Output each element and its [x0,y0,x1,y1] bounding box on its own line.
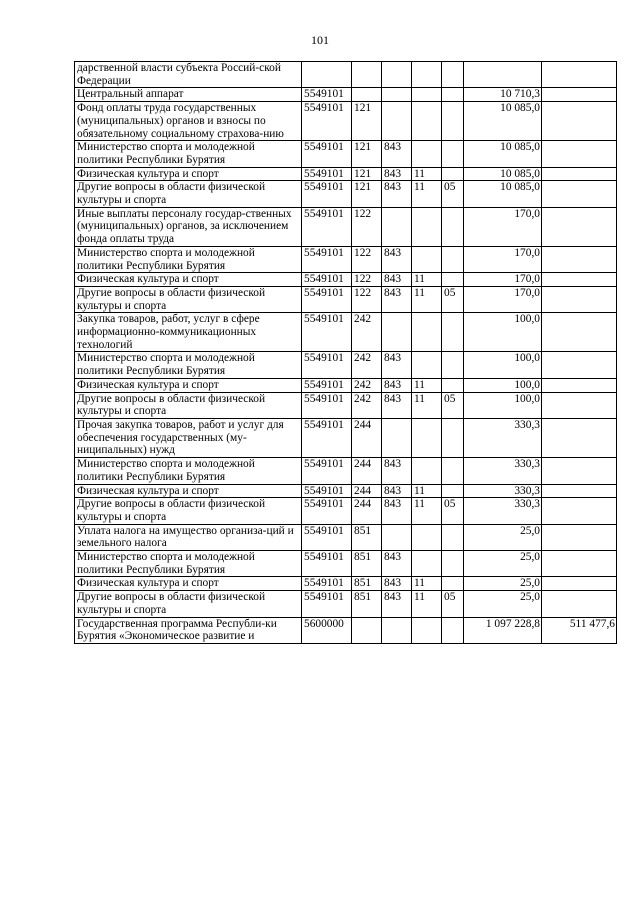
cell-target-article: 5600000 [302,617,352,643]
cell-section: 11 [412,286,442,312]
cell-expense-type: 242 [352,378,382,392]
cell-department: 843 [382,498,412,524]
cell-subsection: 05 [442,498,464,524]
cell-amount-1: 10 710,3 [464,88,542,102]
cell-amount-1: 10 085,0 [464,141,542,167]
cell-amount-2 [542,352,617,378]
cell-section [412,88,442,102]
cell-name: Прочая закупка товаров, работ и услуг для обеспечения государственных (му-ниципальных) нужд [75,418,302,457]
cell-amount-2 [542,62,617,88]
cell-target-article: 5549101 [302,88,352,102]
table-row [75,102,617,141]
cell-amount-2 [542,141,617,167]
cell-section [412,141,442,167]
cell-subsection [442,62,464,88]
cell-amount-2 [542,418,617,457]
cell-amount-2 [542,577,617,591]
table-row [75,524,617,550]
cell-target-article: 5549101 [302,313,352,352]
table-row [75,313,617,352]
cell-expense-type: 244 [352,498,382,524]
cell-name: Иные выплаты персоналу государ-ственных (муниципальных) органов, за исключением фонда оплаты труда [75,207,302,246]
cell-subsection [442,524,464,550]
cell-amount-1 [464,62,542,88]
cell-department: 843 [382,577,412,591]
cell-expense-type: 242 [352,352,382,378]
cell-target-article: 5549101 [302,498,352,524]
cell-expense-type: 242 [352,313,382,352]
cell-section [412,551,442,577]
cell-amount-1: 25,0 [464,591,542,617]
cell-department: 843 [382,484,412,498]
cell-name: дарственной власти субъекта Россий-ской Федерации [75,62,302,88]
cell-section: 11 [412,484,442,498]
cell-subsection: 05 [442,286,464,312]
cell-name: Другие вопросы в области физической культуры и спорта [75,286,302,312]
cell-section: 11 [412,498,442,524]
cell-name: Фонд оплаты труда государственных (муниципальных) органов и взносы по обязательному социальному страхова-нию [75,102,302,141]
cell-expense-type: 851 [352,551,382,577]
cell-department [382,62,412,88]
table-row [75,577,617,591]
table-row [75,617,617,643]
cell-amount-1: 25,0 [464,551,542,577]
cell-section [412,246,442,272]
cell-amount-2 [542,458,617,484]
budget-table-body [75,62,617,644]
cell-expense-type [352,62,382,88]
cell-department [382,207,412,246]
cell-amount-1: 170,0 [464,207,542,246]
cell-department: 843 [382,591,412,617]
cell-expense-type: 244 [352,484,382,498]
cell-target-article: 5549101 [302,577,352,591]
cell-name: Закупка товаров, работ, услуг в сфере информационно-коммуникационных технологий [75,313,302,352]
cell-department: 843 [382,273,412,287]
cell-section [412,352,442,378]
table-row [75,484,617,498]
cell-department [382,524,412,550]
cell-department: 843 [382,458,412,484]
cell-name: Другие вопросы в области физической культуры и спорта [75,591,302,617]
cell-amount-2 [542,551,617,577]
table-row [75,591,617,617]
cell-subsection [442,352,464,378]
cell-subsection [442,207,464,246]
cell-target-article: 5549101 [302,273,352,287]
cell-amount-1: 330,3 [464,498,542,524]
cell-amount-2 [542,591,617,617]
cell-expense-type: 851 [352,577,382,591]
table-row [75,286,617,312]
cell-expense-type: 851 [352,524,382,550]
cell-amount-1: 330,3 [464,484,542,498]
cell-section: 11 [412,273,442,287]
table-row [75,273,617,287]
cell-name: Физическая культура и спорт [75,273,302,287]
cell-department [382,418,412,457]
table-row [75,62,617,88]
cell-name: Другие вопросы в области физической культуры и спорта [75,181,302,207]
cell-subsection [442,141,464,167]
cell-target-article: 5549101 [302,167,352,181]
cell-subsection [442,313,464,352]
cell-department: 843 [382,352,412,378]
table-row [75,458,617,484]
cell-expense-type: 122 [352,207,382,246]
cell-amount-1: 100,0 [464,352,542,378]
cell-expense-type: 121 [352,102,382,141]
cell-section [412,418,442,457]
cell-name: Министерство спорта и молодежной политики Республики Бурятия [75,141,302,167]
cell-target-article: 5549101 [302,207,352,246]
cell-subsection [442,551,464,577]
cell-amount-2 [542,88,617,102]
cell-target-article: 5549101 [302,181,352,207]
cell-section: 11 [412,591,442,617]
cell-expense-type: 244 [352,418,382,457]
cell-amount-2 [542,181,617,207]
cell-amount-2 [542,392,617,418]
table-row [75,551,617,577]
cell-subsection [442,273,464,287]
cell-subsection: 05 [442,591,464,617]
cell-expense-type: 121 [352,167,382,181]
cell-amount-2 [542,246,617,272]
table-row [75,418,617,457]
cell-name: Другие вопросы в области физической культуры и спорта [75,392,302,418]
cell-name: Министерство спорта и молодежной политики Республики Бурятия [75,551,302,577]
cell-target-article: 5549101 [302,524,352,550]
cell-name: Центральный аппарат [75,88,302,102]
cell-section [412,102,442,141]
cell-subsection [442,577,464,591]
cell-expense-type [352,617,382,643]
cell-amount-1: 10 085,0 [464,181,542,207]
table-row [75,498,617,524]
cell-subsection: 05 [442,181,464,207]
cell-section [412,313,442,352]
cell-target-article: 5549101 [302,551,352,577]
table-row [75,181,617,207]
cell-target-article: 5549101 [302,102,352,141]
cell-department [382,313,412,352]
cell-section [412,524,442,550]
cell-amount-1: 25,0 [464,577,542,591]
cell-expense-type: 121 [352,141,382,167]
cell-subsection [442,102,464,141]
cell-amount-1: 10 085,0 [464,102,542,141]
cell-subsection [442,167,464,181]
cell-amount-2 [542,286,617,312]
cell-target-article: 5549101 [302,352,352,378]
cell-section: 11 [412,378,442,392]
cell-name: Физическая культура и спорт [75,378,302,392]
cell-amount-1: 170,0 [464,286,542,312]
cell-subsection [442,88,464,102]
cell-name: Уплата налога на имущество организа-ций и земельного налога [75,524,302,550]
cell-subsection [442,458,464,484]
cell-amount-2 [542,498,617,524]
table-row [75,141,617,167]
cell-amount-1: 100,0 [464,313,542,352]
cell-expense-type: 851 [352,591,382,617]
cell-target-article [302,62,352,88]
budget-table [74,61,617,644]
cell-amount-2 [542,273,617,287]
cell-section [412,617,442,643]
cell-amount-1: 1 097 228,8 [464,617,542,643]
table-row [75,167,617,181]
cell-amount-2 [542,524,617,550]
cell-section [412,62,442,88]
cell-department [382,102,412,141]
cell-target-article: 5549101 [302,378,352,392]
cell-department [382,617,412,643]
cell-expense-type: 122 [352,286,382,312]
cell-section: 11 [412,181,442,207]
cell-name: Министерство спорта и молодежной политики Республики Бурятия [75,352,302,378]
cell-name: Государственная программа Республи-ки Бурятия «Экономическое развитие и [75,617,302,643]
cell-name: Министерство спорта и молодежной политики Республики Бурятия [75,246,302,272]
table-row [75,207,617,246]
cell-amount-2 [542,313,617,352]
cell-department [382,88,412,102]
cell-department: 843 [382,246,412,272]
cell-subsection: 05 [442,392,464,418]
cell-amount-1: 170,0 [464,246,542,272]
cell-amount-1: 100,0 [464,392,542,418]
cell-amount-2 [542,167,617,181]
table-row [75,392,617,418]
cell-expense-type: 242 [352,392,382,418]
table-row [75,88,617,102]
table-row [75,378,617,392]
table-row [75,246,617,272]
cell-subsection [442,246,464,272]
cell-department: 843 [382,286,412,312]
cell-section: 11 [412,577,442,591]
cell-subsection [442,484,464,498]
cell-amount-1: 10 085,0 [464,167,542,181]
cell-amount-1: 25,0 [464,524,542,550]
cell-amount-1: 330,3 [464,458,542,484]
cell-target-article: 5549101 [302,484,352,498]
cell-amount-2 [542,207,617,246]
cell-section: 11 [412,167,442,181]
cell-department: 843 [382,392,412,418]
table-row [75,352,617,378]
cell-expense-type: 122 [352,273,382,287]
cell-target-article: 5549101 [302,246,352,272]
cell-department: 843 [382,141,412,167]
cell-target-article: 5549101 [302,141,352,167]
cell-name: Физическая культура и спорт [75,484,302,498]
page-number: 101 [311,33,329,47]
cell-amount-2 [542,102,617,141]
cell-target-article: 5549101 [302,418,352,457]
cell-subsection [442,378,464,392]
cell-amount-2 [542,484,617,498]
cell-expense-type: 122 [352,246,382,272]
cell-department: 843 [382,378,412,392]
cell-name: Министерство спорта и молодежной политики Республики Бурятия [75,458,302,484]
cell-section [412,458,442,484]
cell-target-article: 5549101 [302,286,352,312]
cell-expense-type: 244 [352,458,382,484]
cell-name: Физическая культура и спорт [75,577,302,591]
cell-department: 843 [382,551,412,577]
cell-target-article: 5549101 [302,591,352,617]
cell-expense-type: 121 [352,181,382,207]
cell-name: Другие вопросы в области физической культуры и спорта [75,498,302,524]
cell-target-article: 5549101 [302,392,352,418]
cell-expense-type [352,88,382,102]
cell-subsection [442,617,464,643]
cell-department: 843 [382,181,412,207]
cell-section: 11 [412,392,442,418]
cell-amount-1: 100,0 [464,378,542,392]
cell-subsection [442,418,464,457]
cell-amount-2: 511 477,6 [542,617,617,643]
cell-target-article: 5549101 [302,458,352,484]
cell-name: Физическая культура и спорт [75,167,302,181]
cell-amount-1: 330,3 [464,418,542,457]
cell-amount-1: 170,0 [464,273,542,287]
cell-amount-2 [542,378,617,392]
cell-department: 843 [382,167,412,181]
cell-section [412,207,442,246]
